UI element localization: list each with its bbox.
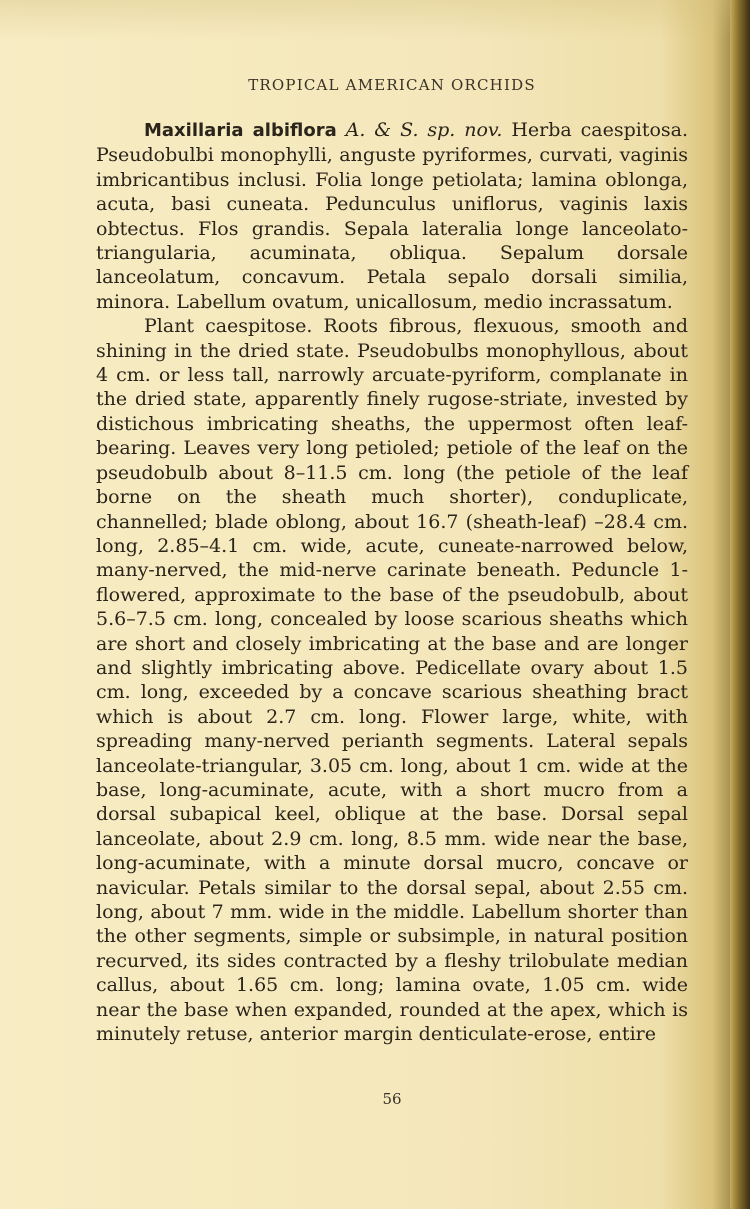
page-body: [96, 118, 688, 1046]
page-number: 56: [382, 1090, 402, 1108]
species-authority: A. & S. sp. nov.: [345, 119, 503, 141]
book-spine-shadow: [730, 0, 750, 1209]
latin-diagnosis: [96, 118, 688, 314]
running-head: TROPICAL AMERICAN ORCHIDS: [248, 76, 536, 94]
species-name: Maxillaria albiflora: [144, 120, 337, 141]
latin-diagnosis-text: Herba caespitosa. Pseudobulbi monophylli, anguste pyriformes, curvati, vaginis imbricantibus inclusi. Folia longe petiolata; lamina oblonga, acuta, basi cuneata. Pedunculus uniflorus, vaginis laxis obtectus. Flos grandis. Sepala lateralia longe lanceolato-triangularia, acuminata, obliqua. Sepalum dorsale lanceolatum, concavum. Petala sepalo dorsali similia, minora. Labellum ovatum, unicallosum, medio incrassatum.: [96, 119, 689, 313]
english-description: Plant caespitose. Roots fibrous, flexuous, smooth and shining in the dried state. Pseudobulbs monophyllous, about 4 cm. or less tall, narrowly arcuate-pyriform, complanate in the dried state, apparently finely rugose-striate, invested by distichous imbricating sheaths, the uppermost often leaf-bearing. Leaves very long petioled; petiole of the leaf on the pseudobulb about 8–11.5 cm. long (the petiole of the leaf borne on the sheath much shorter), conduplicate, channelled; blade oblong, about 16.7 (sheath-leaf) –28.4 cm. long, 2.85–4.1 cm. wide, acute, cuneate-narrowed below, many-nerved, the mid-nerve carinate beneath. Peduncle 1-flowered, approximate to the base of the pseudobulb, about 5.6–7.5 cm. long, concealed by loose scarious sheaths which are short and closely imbricating at the base and are longer and slightly imbricating above. Pedicellate ovary about 1.5 cm. long, exceeded by a concave scarious sheathing bract which is about 2.7 cm. long. Flower large, white, with spreading many-nerved perianth segments. Lateral sepals lanceolate-triangular, 3.05 cm. long, about 1 cm. wide at the base, long-acuminate, acute, with a short mucro from a dorsal subapical keel, oblique at the base. Dorsal sepal lanceolate, about 2.9 cm. long, 8.5 mm. wide near the base, long-acuminate, with a minute dorsal mucro, concave or navicular. Petals similar to the dorsal sepal, about 2.55 cm. long, about 7 mm. wide in the middle. Labellum shorter than the other segments, simple or subsimple, in natural position recurved, its sides contracted by a fleshy trilobulate median callus, about 1.65 cm. long; lamina ovate, 1.05 cm. wide near the base when expanded, rounded at the apex, which is minutely retuse, anterior margin denticulate-erose, entire: [96, 315, 688, 1046]
